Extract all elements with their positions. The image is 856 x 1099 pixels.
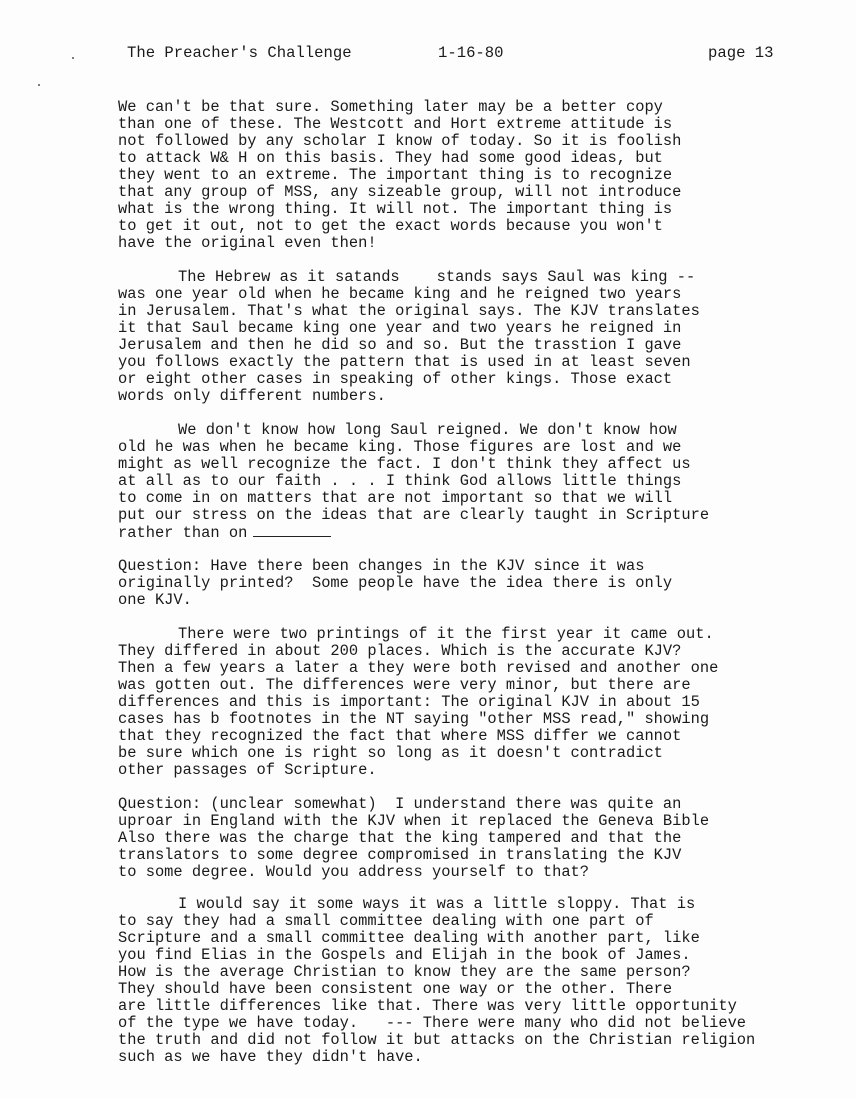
text-line: to some degree. Would you address yourself to that? xyxy=(118,863,590,881)
text-line: other passages of Scripture. xyxy=(118,761,377,779)
text-line: have the original even then! xyxy=(118,234,377,252)
text-line: Scripture and a small committee dealing with another part, like xyxy=(118,929,700,947)
page-number: page 13 xyxy=(708,44,774,62)
text-line: that any group of MSS, any sizeable group, will not introduce xyxy=(118,183,682,201)
text-line: that they recognized the fact that where MSS differ we cannot xyxy=(118,727,682,745)
text-line: or eight other cases in speaking of other kings. Those exact xyxy=(118,370,673,388)
text-line: Jerusalem and then he did so and so. But the trasstion I gave xyxy=(118,336,682,354)
text-line: How is the average Christian to know they are the same person? xyxy=(118,963,691,981)
document-title: The Preacher's Challenge xyxy=(127,44,352,62)
text-line: cases has b footnotes in the NT saying "other MSS read," showing xyxy=(118,710,710,728)
text-line: was gotten out. The differences were very minor, but there are xyxy=(118,676,691,694)
text-line: in Jerusalem. That's what the original says. The KJV translates xyxy=(118,302,700,320)
text-fragment: rather than on xyxy=(118,524,248,542)
text-line: to come in on matters that are not important so that we will xyxy=(118,489,673,507)
text-line: it that Saul became king one year and two years he reigned in xyxy=(118,319,682,337)
text-line: you follows exactly the pattern that is used in at least seven xyxy=(118,353,691,371)
text-line: to get it out, not to get the exact words because you won't xyxy=(118,217,663,235)
text-line: differences and this is important: The original KJV in about 15 xyxy=(118,693,700,711)
text-line: I would say it some ways it was a little sloppy. That is xyxy=(178,895,696,913)
text-line: what is the wrong thing. It will not. The important thing is xyxy=(118,200,673,218)
text-line: originally printed? Some people have the idea there is only xyxy=(118,574,673,592)
text-line: old he was when he became king. Those figures are lost and we xyxy=(118,438,682,456)
text-line: to say they had a small committee dealing with one part of xyxy=(118,912,654,930)
scan-speck xyxy=(72,57,74,59)
text-line: put our stress on the ideas that are clearly taught in Scripture xyxy=(118,506,710,524)
text-line: such as we have they didn't have. xyxy=(118,1048,423,1066)
text-line: be sure which one is right so long as it doesn't contradict xyxy=(118,744,663,762)
text-line: was one year old when he became king and he reigned two years xyxy=(118,285,682,303)
blank-underline xyxy=(253,524,331,537)
text-line: you find Elias in the Gospels and Elijah in the book of James. xyxy=(118,946,691,964)
text-line: they went to an extreme. The important thing is to recognize xyxy=(118,166,673,184)
text-line: might as well recognize the fact. I don't think they affect us xyxy=(118,455,691,473)
text-line: one KJV. xyxy=(118,591,192,609)
scan-speck xyxy=(38,84,40,86)
text-line: They differed in about 200 places. Which is the accurate KJV? xyxy=(118,642,682,660)
text-line: are little differences like that. There was very little opportunity xyxy=(118,997,737,1015)
text-line: translators to some degree compromised in translating the KJV xyxy=(118,846,682,864)
text-line: of the type we have today. --- There were many who did not believe xyxy=(118,1014,747,1032)
text-line: Also there was the charge that the king tampered and that the xyxy=(118,829,682,847)
text-line: at all as to our faith . . . I think God allows little things xyxy=(118,472,682,490)
text-line: The Hebrew as it satands stands says Saul was king -- xyxy=(178,268,696,286)
text-line: words only different numbers. xyxy=(118,387,386,405)
text-line: Question: (unclear somewhat) I understand there was quite an xyxy=(118,795,682,813)
text-line: Question: Have there been changes in the KJV since it was xyxy=(118,557,645,575)
text-line: not followed by any scholar I know of today. So it is foolish xyxy=(118,132,682,150)
text-line: uproar in England with the KJV when it replaced the Geneva Bible xyxy=(118,812,710,830)
text-line-with-blank xyxy=(118,524,331,542)
text-line: Then a few years a later a they were both revised and another one xyxy=(118,659,719,677)
text-line: to attack W& H on this basis. They had some good ideas, but xyxy=(118,149,663,167)
text-line: the truth and did not follow it but attacks on the Christian religion xyxy=(118,1031,756,1049)
text-line: We don't know how long Saul reigned. We don't know how xyxy=(178,421,677,439)
text-line: We can't be that sure. Something later may be a better copy xyxy=(118,98,663,116)
text-line: There were two printings of it the first year it came out. xyxy=(178,625,714,643)
document-date: 1-16-80 xyxy=(438,44,504,62)
text-line: They should have been consistent one way or the other. There xyxy=(118,980,673,998)
text-line: than one of these. The Westcott and Hort extreme attitude is xyxy=(118,115,673,133)
